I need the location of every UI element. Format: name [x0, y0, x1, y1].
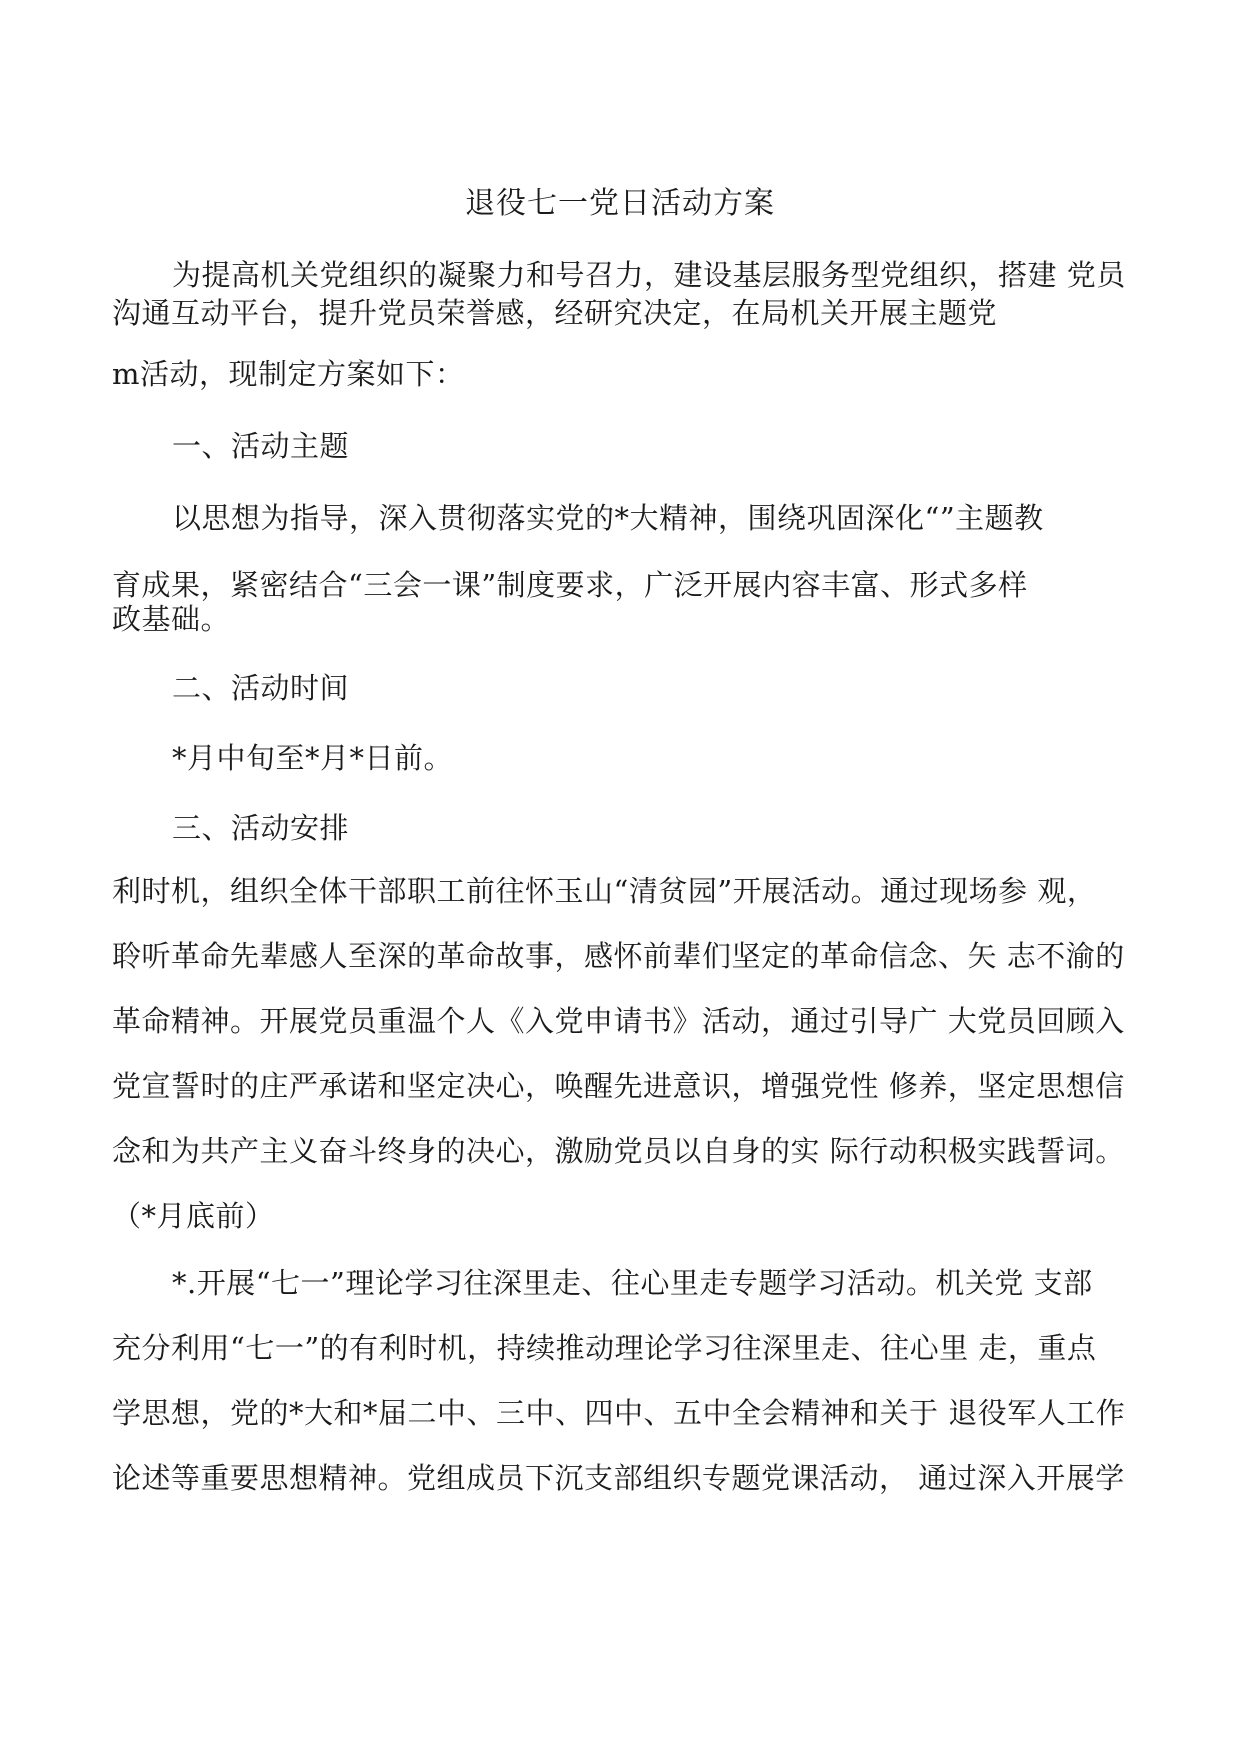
paragraph-line: 为提高机关党组织的凝聚力和号召力，建设基层服务型党组织，搭建 党员 [172, 258, 1126, 292]
paragraph-line: 利时机，组织全体干部职工前往怀玉山“清贫园”开展活动。通过现场参 观， [112, 874, 1097, 908]
paragraph-line: 沟通互动平台，提升党员荣誉感，经研究决定，在局机关开展主题党 [112, 296, 998, 330]
document-title: 退役七一党日活动方案 [465, 186, 775, 221]
paragraph-line: *月中旬至*月*日前。 [172, 741, 454, 775]
paragraph-line: 念和为共产主义奋斗终身的决心，激励党员以自身的实 际行动积极实践誓词。 [112, 1134, 1125, 1168]
section-heading: 一、活动主题 [172, 429, 350, 463]
paragraph-line: 论述等重要思想精神。党组成员下沉支部组织专题党课活动， 通过深入开展学 [112, 1461, 1125, 1495]
paragraph-line: 党宣誓时的庄严承诺和坚定决心，唤醒先进意识，增强党性 修养，坚定思想信 [112, 1069, 1125, 1103]
paragraph-line: 聆听革命先辈感人至深的革命故事，感怀前辈们坚定的革命信念、矢 志不渝的 [112, 939, 1125, 973]
paragraph-line: 以思想为指导，深入贯彻落实党的*大精神，围绕巩固深化“”主题教 [172, 501, 1044, 535]
paragraph-line: *.开展“七一”理论学习往深里走、往心里走专题学习活动。机关党 支部 [172, 1266, 1093, 1300]
paragraph-line: （*月底前） [112, 1199, 275, 1233]
section-heading: 三、活动安排 [172, 811, 350, 845]
section-heading: 二、活动时间 [172, 671, 350, 705]
paragraph-line: 育成果，紧密结合“三会一课”制度要求，广泛开展内容丰富、形式多样 [112, 568, 1028, 602]
paragraph-line: 革命精神。开展党员重温个人《入党申请书》活动，通过引导广 大党员回顾入 [112, 1004, 1125, 1038]
paragraph-line: m活动，现制定方案如下： [112, 357, 465, 391]
paragraph-line: 政基础。 [112, 602, 231, 636]
paragraph-line: 学思想，党的*大和*届二中、三中、四中、五中全会精神和关于 退役军人工作 [112, 1396, 1126, 1430]
paragraph-line: 充分利用“七一”的有利时机，持续推动理论学习往深里走、往心里 走，重点 [112, 1331, 1097, 1365]
